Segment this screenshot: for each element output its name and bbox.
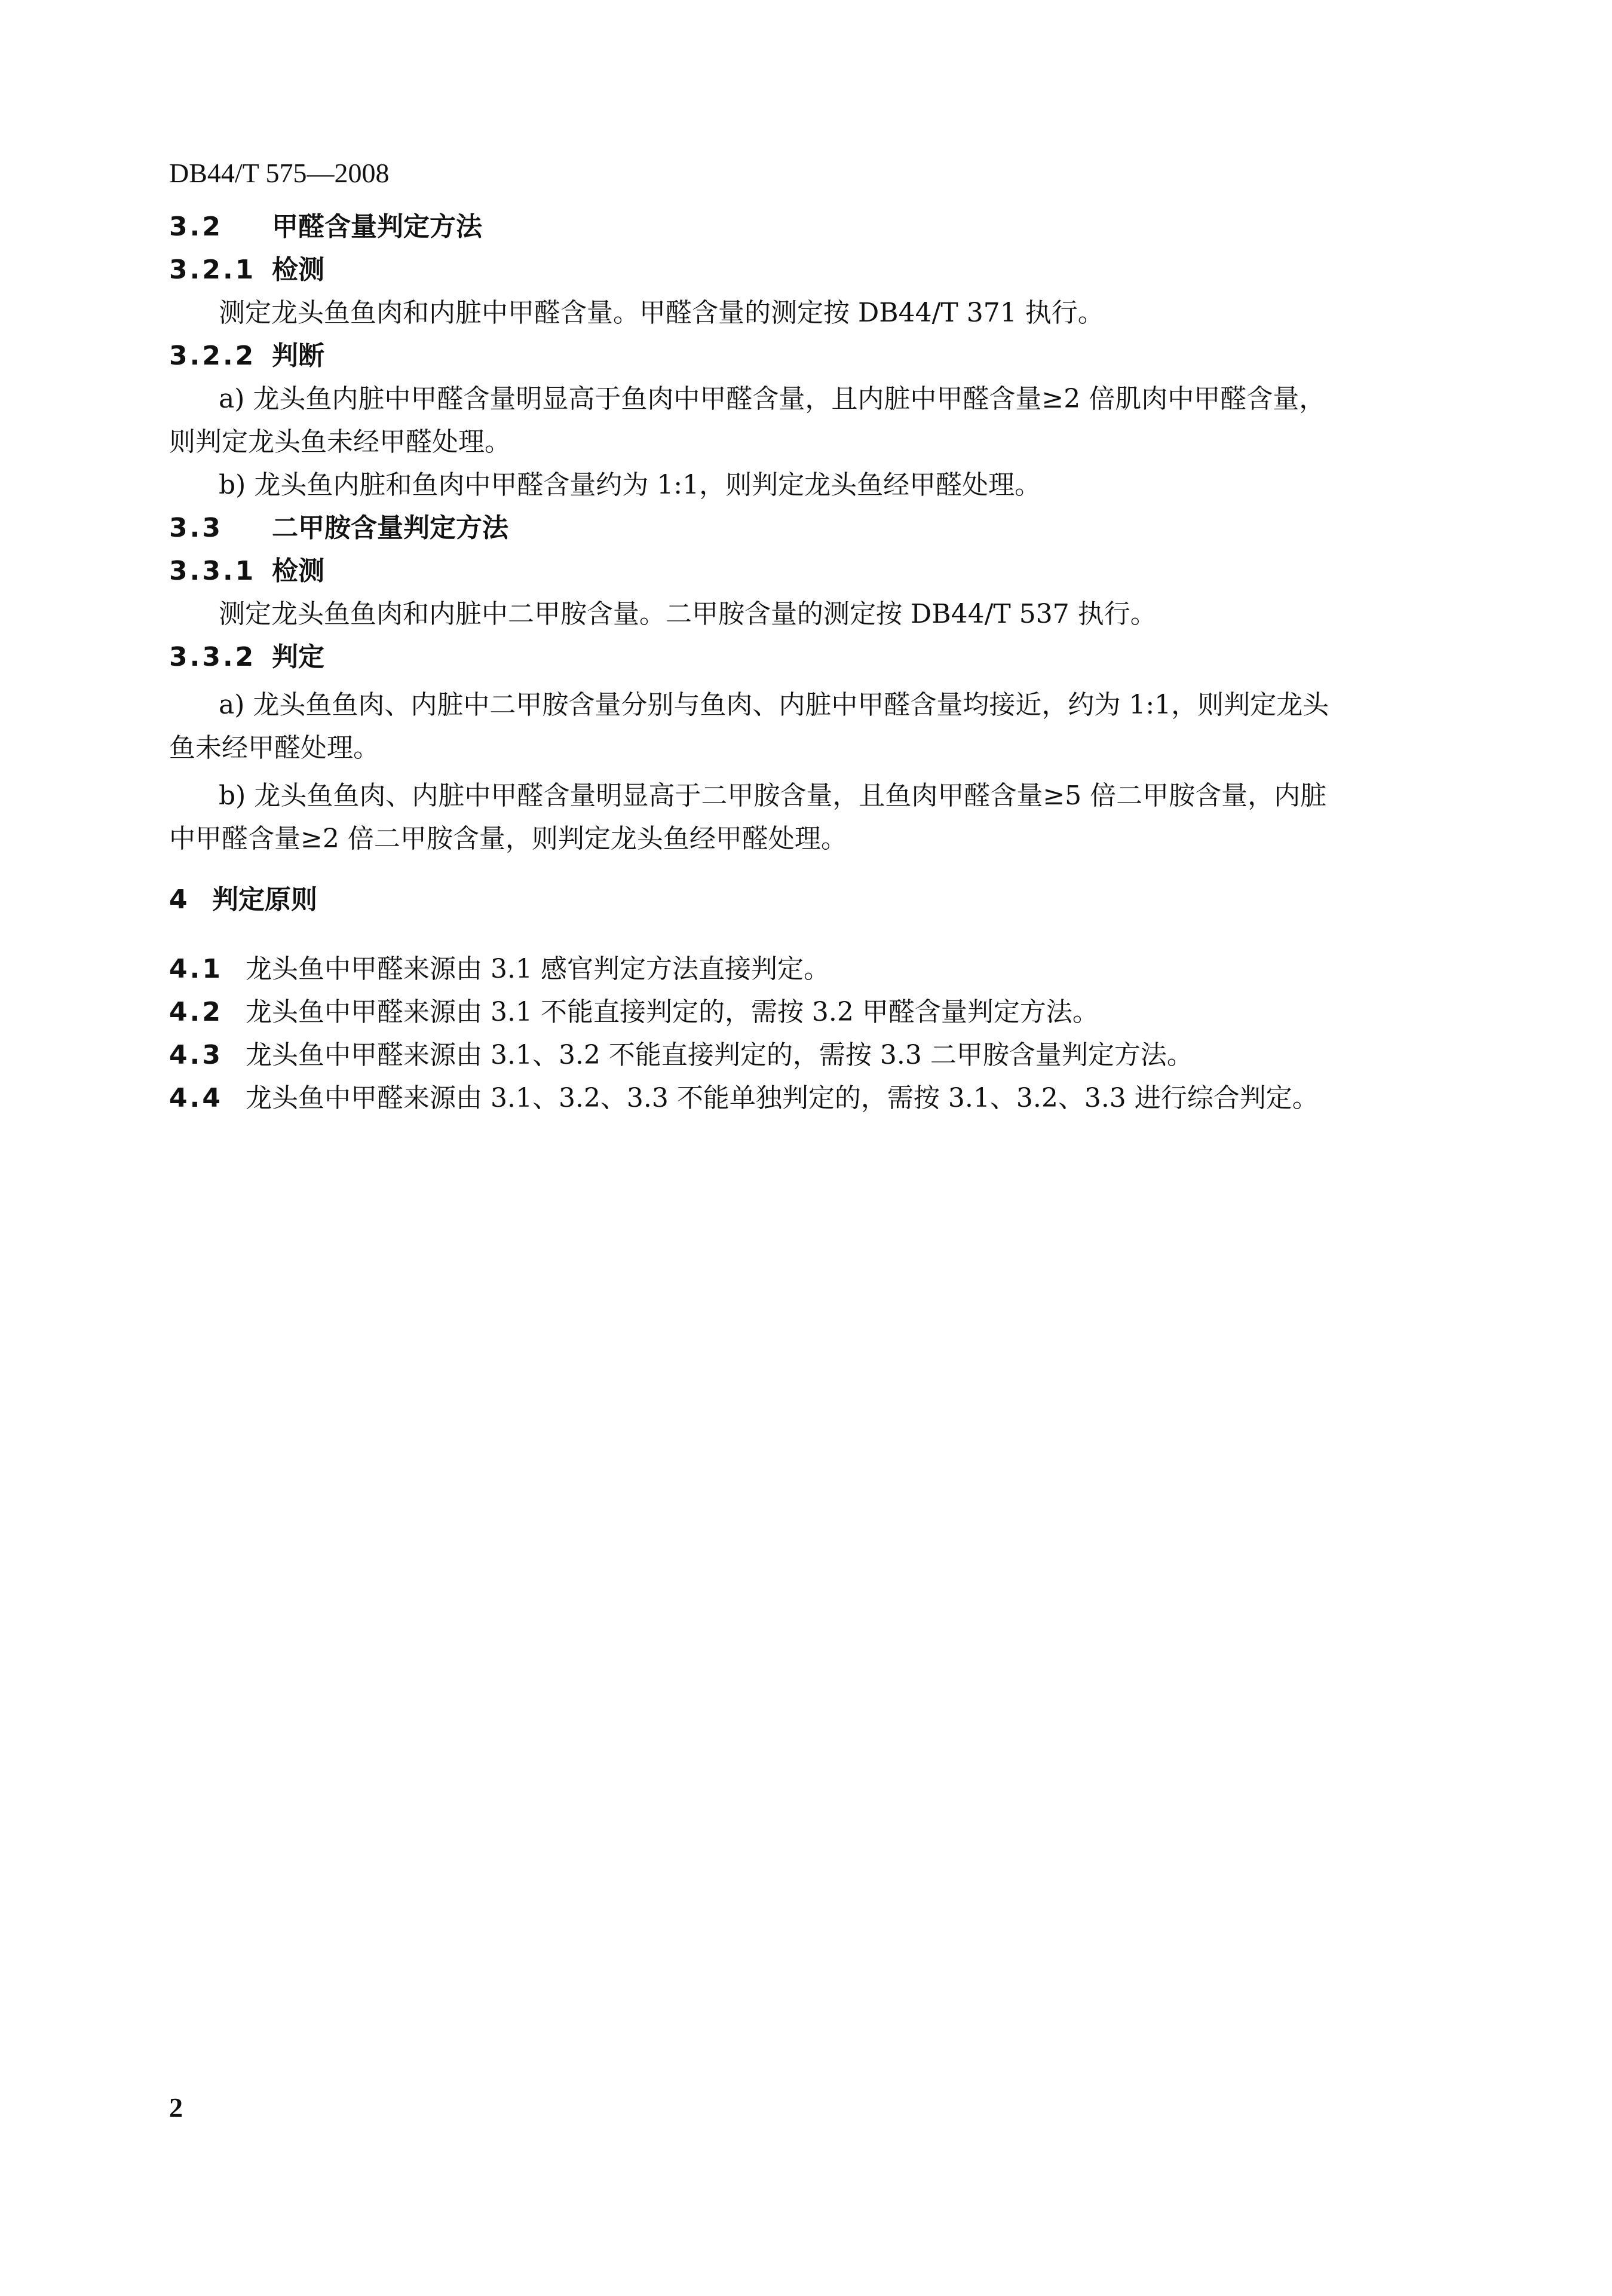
- paragraph-line: b) 龙头鱼鱼肉、内脏中甲醛含量明显高于二甲胺含量，且鱼肉甲醛含量≥5 倍二甲胺含量，内脏: [219, 780, 1327, 811]
- section-number: 3.3.1: [169, 556, 256, 586]
- clause-4-1: [0, 951, 1612, 987]
- paragraph-line: 则判定龙头鱼未经甲醛处理。: [169, 427, 511, 457]
- clause-text: 龙头鱼中甲醛来源由 3.1、3.2 不能直接判定的，需按 3.3 二甲胺含量判定方法。: [246, 1040, 1193, 1070]
- section-number: 3.3.2: [169, 642, 256, 672]
- clause-number: 4.1: [169, 954, 223, 984]
- paragraph-line: 中甲醛含量≥2 倍二甲胺含量，则判定龙头鱼经甲醛处理。: [169, 824, 847, 854]
- section-3-2-2-heading: [0, 338, 1612, 374]
- clause-number: 4.4: [169, 1083, 223, 1113]
- section-title: 判定原则: [212, 884, 317, 915]
- section-3-2-heading: [0, 209, 1612, 245]
- paragraph-line: 鱼未经甲醛处理。: [169, 733, 379, 763]
- section-number: 4: [169, 884, 190, 915]
- clause-4-4: [0, 1080, 1612, 1116]
- section-3-2-1-heading: [0, 252, 1612, 288]
- section-title: 检测: [272, 255, 324, 285]
- paragraph: 测定龙头鱼鱼肉和内脏中甲醛含量。甲醛含量的测定按 DB44/T 371 执行。: [219, 298, 1104, 328]
- clause-text: 龙头鱼中甲醛来源由 3.1、3.2、3.3 不能单独判定的，需按 3.1、3.2、3.3 进行综合判定。: [246, 1083, 1319, 1113]
- section-number: 3.2.2: [169, 341, 256, 371]
- clause-number: 4.2: [169, 997, 223, 1027]
- clause-number: 4.3: [169, 1040, 223, 1070]
- section-3-3-heading: [0, 510, 1612, 546]
- paragraph-line: b) 龙头鱼内脏和鱼肉中甲醛含量约为 1:1，则判定龙头鱼经甲醛处理。: [219, 470, 1041, 500]
- clause-text: 龙头鱼中甲醛来源由 3.1 不能直接判定的，需按 3.2 甲醛含量判定方法。: [246, 997, 1099, 1027]
- standard-code: DB44/T 575—2008: [169, 158, 390, 188]
- section-3-3-1-heading: [0, 553, 1612, 589]
- clause-4-3: [0, 1037, 1612, 1073]
- section-number: 3.2: [169, 212, 223, 242]
- section-number: 3.3: [169, 513, 223, 543]
- clause-4-2: [0, 994, 1612, 1030]
- page-number: 2: [169, 2092, 183, 2123]
- paragraph: 测定龙头鱼鱼肉和内脏中二甲胺含量。二甲胺含量的测定按 DB44/T 537 执行。: [219, 599, 1157, 629]
- section-title: 判断: [272, 341, 324, 371]
- clause-text: 龙头鱼中甲醛来源由 3.1 感官判定方法直接判定。: [246, 954, 830, 984]
- section-title: 甲醛含量判定方法: [272, 212, 482, 242]
- paragraph-line: a) 龙头鱼鱼肉、内脏中二甲胺含量分别与鱼肉、内脏中甲醛含量均接近，约为 1:1，则判定龙头: [219, 690, 1329, 720]
- section-title: 二甲胺含量判定方法: [272, 513, 508, 543]
- section-title: 判定: [272, 642, 324, 672]
- section-title: 检测: [272, 556, 324, 586]
- section-number: 3.2.1: [169, 255, 256, 285]
- section-4-heading: [0, 882, 1612, 918]
- paragraph-line: a) 龙头鱼内脏中甲醛含量明显高于鱼肉中甲醛含量，且内脏中甲醛含量≥2 倍肌肉中甲醛含量，: [219, 384, 1326, 414]
- section-3-3-2-heading: [0, 639, 1612, 675]
